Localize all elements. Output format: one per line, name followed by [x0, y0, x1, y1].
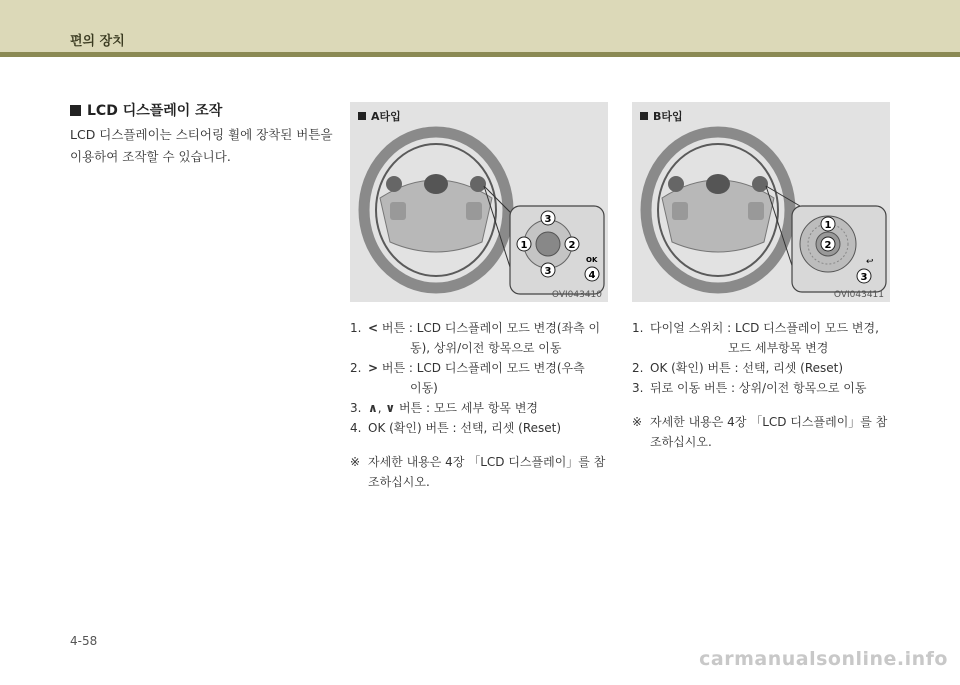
callout-b-1: 1 — [824, 220, 832, 231]
list-item — [350, 358, 610, 378]
chevron-right-icon: > — [368, 361, 379, 375]
figure-b-label-text: B타입 — [653, 110, 683, 123]
item-number: 4. — [350, 421, 362, 435]
list-type-b — [632, 318, 892, 452]
figure-b-code: OVI043411 — [833, 290, 884, 300]
callout-a-2: 2 — [568, 240, 576, 251]
figure-a-code: OVI043410 — [551, 290, 602, 300]
chevron-down-icon: ∨ — [385, 401, 396, 415]
note — [632, 412, 892, 452]
figure-type-a — [350, 102, 608, 302]
square-bullet-icon — [358, 112, 366, 120]
ok-button-label: OK — [586, 256, 598, 264]
item-number: 2. — [350, 361, 362, 375]
section-title — [70, 100, 222, 120]
list-item — [350, 418, 610, 438]
note — [350, 452, 610, 492]
item-text: 버튼 : LCD 디스플레이 모드 변경(우측 — [381, 361, 585, 375]
reference-mark-icon: ※ — [632, 415, 643, 429]
list-item — [632, 378, 892, 398]
item-text: OK (확인) 버튼 : 선택, 리셋 (Reset) — [650, 361, 844, 375]
section-title-text: LCD 디스플레이 조작 — [87, 103, 223, 119]
item-number: 1. — [632, 321, 644, 335]
item-number: 1. — [350, 321, 362, 335]
item-text: 버튼 : LCD 디스플레이 모드 변경(좌측 이 — [381, 321, 601, 335]
item-continuation: 이동) — [410, 381, 438, 395]
header-title: 편의 장치 — [70, 34, 125, 49]
figure-a-label — [358, 108, 401, 124]
square-bullet-icon — [70, 105, 81, 116]
note-text: 자세한 내용은 4장 「LCD 디스플레이」를 참조하십시오. — [650, 415, 888, 449]
reference-mark-icon: ※ — [350, 455, 361, 469]
chevron-up-icon: ∧ — [368, 401, 378, 415]
callout-b-3: 3 — [860, 272, 868, 283]
watermark: carmanualsonline.info — [699, 648, 948, 670]
steering-wheel-b-illustration — [632, 102, 890, 302]
section-body: LCD 디스플레이는 스티어링 휠에 장착된 버튼을 이용하여 조작할 수 있습니다. — [70, 127, 333, 164]
page-number: 4-58 — [70, 634, 98, 648]
note-text: 자세한 내용은 4장 「LCD 디스플레이」를 참조하십시오. — [368, 455, 606, 489]
callout-a-3-top: 3 — [544, 214, 552, 225]
square-bullet-icon — [640, 112, 648, 120]
list-item — [350, 318, 610, 338]
list-type-a — [350, 318, 610, 492]
list-item: 3. ∧, ∨ 버튼 : 모드 세부 항목 변경 — [350, 398, 610, 418]
figure-b-label — [640, 108, 683, 124]
item-text: 다이얼 스위치 : LCD 디스플레이 모드 변경, — [650, 321, 879, 335]
callout-a-1: 1 — [520, 240, 528, 251]
item-continuation: 모드 세부항목 변경 — [728, 341, 829, 355]
list-item — [632, 318, 892, 338]
header-divider — [0, 52, 960, 57]
item-text: 버튼 : 모드 세부 항목 변경 — [398, 401, 539, 415]
item-number: 3. — [350, 401, 362, 415]
item-number: 2. — [632, 361, 644, 375]
item-number: 3. — [632, 381, 644, 395]
page-header — [0, 0, 960, 52]
back-arrow-icon: ↩ — [866, 257, 874, 267]
figure-type-b — [632, 102, 890, 302]
callout-b-2: 2 — [824, 240, 832, 251]
item-text: 뒤로 이동 버튼 : 상위/이전 항목으로 이동 — [650, 381, 867, 395]
callout-a-3-bottom: 3 — [544, 266, 552, 277]
list-item — [632, 358, 892, 378]
item-continuation: 동), 상위/이전 항목으로 이동 — [410, 341, 562, 355]
steering-wheel-a-illustration — [350, 102, 608, 302]
item-text: OK (확인) 버튼 : 선택, 리셋 (Reset) — [368, 421, 562, 435]
callout-a-4: 4 — [588, 270, 596, 281]
chevron-left-icon: < — [368, 321, 379, 335]
figure-a-label-text: A타입 — [371, 110, 401, 123]
